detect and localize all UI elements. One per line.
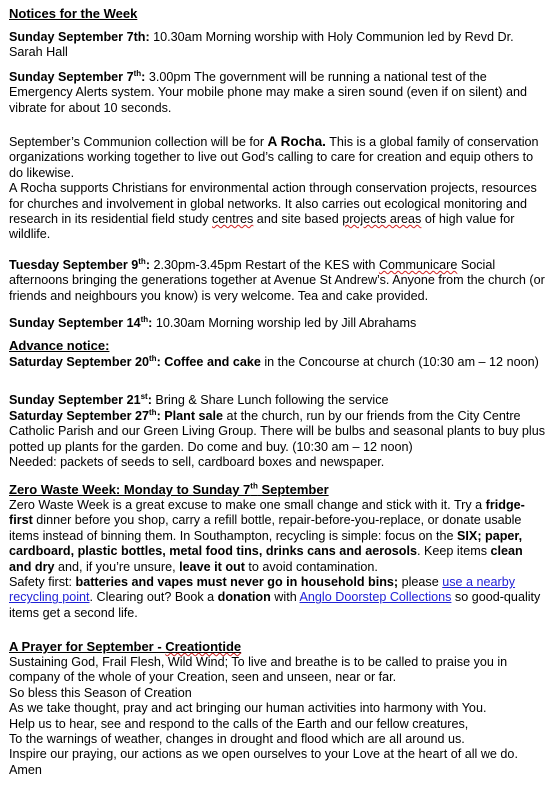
notice-text: 10.30am Morning worship with Holy Communion led by Revd Dr. Sarah Hall — [9, 30, 514, 60]
notice-item-kes-restart: Tuesday September 9th: 2.30pm-3.45pm Restart of the KES with Communicare Social afternoons bringing the generations together at Avenue St Andrew’s. Anyone from the church (or friends and neighbours you know) is very welcome. Tea and cake provided. — [9, 256, 545, 303]
advance-item-coffee: Saturday September 20th: Coffee and cake in the Concourse at church (10:30 am – 12 noon) — [9, 353, 539, 369]
prayer-heading: A Prayer for September - Creationtide — [9, 639, 242, 654]
notice-item-emergency-alerts — [9, 70, 545, 116]
prayer-line: Inspire our praying, our actions as we open ourselves to your Love at the heart of all we do. — [9, 747, 518, 762]
notice-date: Tuesday September 9th: — [9, 256, 151, 272]
zero-waste-body: Zero Waste Week is a great excuse to make one small change and stick with it. Try a fridge-first dinner before you shop, carry a refill bottle, repair-before-you-replace, or donate usable items instead of binning them. In Southampton, recycling is simple: focus on the SIX; paper, cardboard, plastic bottles, metal food tins, drinks cans and aerosols. Keep items clean and dry and, if you’re unsure, leave it out to avoid contamination. Safety first: batteries and vapes must never go in household bins; please use a nearby recycling point. Clearing out? Book a donation with Anglo Doorstep Collections so good-quality items get a second life. — [9, 498, 541, 620]
advance-item-plant-sale: Saturday September 27th: Plant sale at the church, run by our friends from the City Centre Catholic Parish and our Green Living Group. There will be bulbs and seasonal plants to buy plus potted up plants for the garden. Do come and buy. (10:30 am – 12 noon) Needed: packets of seeds to sell, cardboard boxes and newspaper. — [9, 407, 546, 470]
prayer-line: As we take thought, pray and act bringing our human activities into harmony with You. — [9, 701, 487, 716]
prayer-body — [9, 655, 545, 778]
advance-notice-heading: Advance notice: — [9, 338, 110, 353]
notice-item-sept-7-worship — [9, 30, 545, 61]
prayer-line: So bless this Season of Creation — [9, 685, 192, 700]
notice-date: Sunday September 14th: — [9, 314, 153, 330]
prayer-line: Amen — [9, 762, 42, 777]
notice-item-sept-14: Sunday September 14th: 10.30am Morning worship led by Jill Abrahams — [9, 314, 417, 330]
org-name: A Rocha. — [267, 134, 326, 149]
zero-waste-heading: Zero Waste Week: Monday to Sunday 7th September — [9, 481, 329, 497]
notice-date: Sunday September 7th: — [9, 30, 150, 44]
notice-text: 3.00pm The government will be running a national test of the Emergency Alerts system. Your mobile phone may make a siren sound (even if on silent) and vibrate for about 10 seconds. — [9, 70, 528, 115]
notice-date: Sunday September 7th: — [9, 68, 146, 84]
prayer-line: Help us to hear, see and respond to the calls of the Earth and our fellow creatures, — [9, 716, 469, 731]
prayer-line: To the warnings of weather, changes in drought and flood which are all around us. — [9, 732, 465, 747]
recycling-point-link[interactable]: use a nearby recycling point — [9, 575, 516, 605]
prayer-line: Sustaining God, Frail Flesh, Wild Wind; To live and breathe is to be called to praise you in company of the whole of your Creation, seen and unseen, near or far. — [9, 655, 508, 685]
needed-note: Needed: packets of seeds to sell, cardboard boxes and newspaper. — [9, 455, 385, 470]
notices-heading: Notices for the Week — [9, 6, 138, 21]
notice-item-a-rocha: September’s Communion collection will be for A Rocha. This is a global family of conservation organizations working together to live out God’s calling to care for creation and equip others to do likewise. A Rocha supports Christians for environmental action through conservation projects, resources for churches and involvement in global networks. It also carries out ecological monitoring and research in its residential field study centres and site based projects areas of high value for wildlife. — [9, 134, 539, 242]
advance-item-lunch: Sunday September 21st: Bring & Share Lunch following the service — [9, 391, 389, 407]
anglo-doorstep-link[interactable]: Anglo Doorstep Collections — [299, 590, 452, 605]
